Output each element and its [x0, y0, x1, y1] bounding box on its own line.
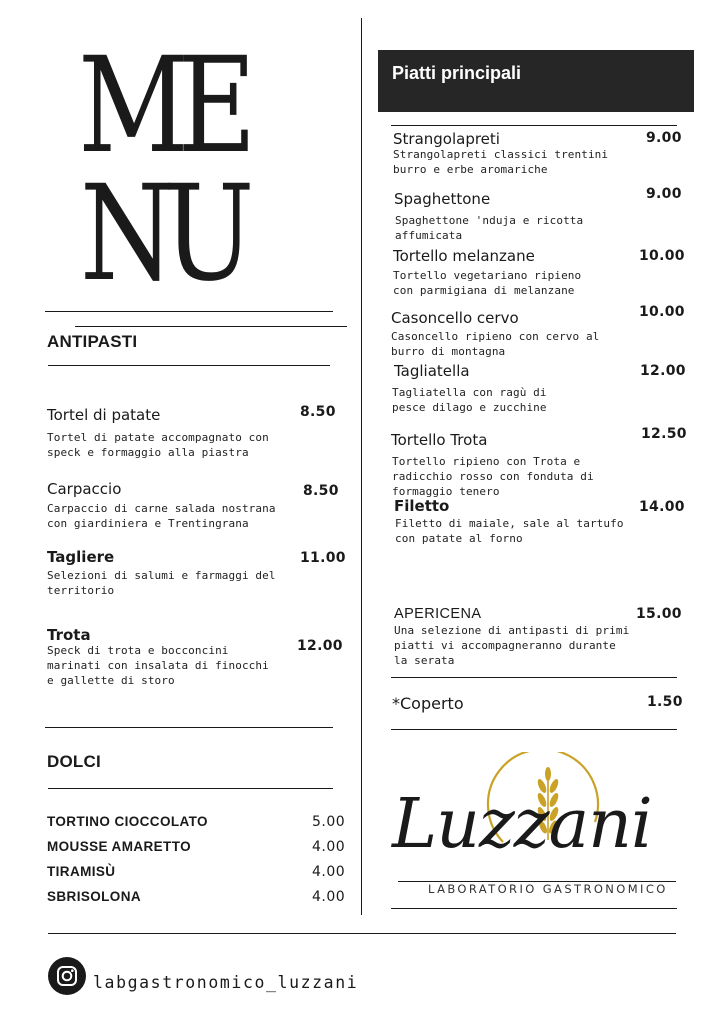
antipasto-name: Tagliere: [47, 548, 115, 566]
instagram-icon[interactable]: [48, 957, 86, 995]
divider: [48, 365, 330, 366]
dolci-title: DOLCI: [47, 752, 101, 771]
principale-price: 9.00: [646, 186, 682, 202]
antipasto-desc: Tortel di patate accompagnato con speck e formaggio alla piastra: [47, 431, 269, 459]
coperto-name: *Coperto: [392, 694, 464, 713]
footer-divider: [48, 933, 676, 934]
apericena-name: APERICENA: [394, 606, 482, 622]
principale-price: 10.00: [639, 304, 685, 320]
divider: [391, 908, 677, 909]
dolce-name: TIRAMISÙ: [47, 864, 116, 879]
principale-desc: Casoncello ripieno con cervo al burro di montagna: [391, 330, 600, 358]
menu-title-line2: NU: [80, 157, 243, 311]
principale-price: 9.00: [646, 130, 682, 146]
principale-name: Tortello melanzane: [393, 247, 535, 265]
principale-price: 14.00: [639, 499, 685, 515]
principale-name: Filetto: [394, 497, 450, 515]
antipasto-name: Tortel di patate: [47, 406, 161, 424]
antipasto-price: 8.50: [300, 404, 336, 420]
dolce-name: MOUSSE AMARETTO: [47, 839, 192, 854]
dolce-price: 4.00: [312, 839, 346, 855]
antipasto-price: 8.50: [303, 483, 339, 499]
principale-desc: Tagliatella con ragù di pesce dilago e zucchine: [392, 386, 547, 414]
principali-title-text: Piatti principali: [392, 63, 522, 83]
dolce-price: 5.00: [312, 814, 346, 830]
instagram-handle[interactable]: labgastronomico_luzzani: [93, 973, 359, 992]
principale-name: Tagliatella: [394, 362, 470, 380]
antipasto-name: Carpaccio: [47, 480, 122, 498]
logo-subtitle: LABORATORIO GASTRONOMICO: [428, 882, 668, 896]
menu-title-line1: ME: [78, 29, 245, 183]
principale-desc: Tortello ripieno con Trota e radicchio rosso con fonduta di formaggio tenero: [392, 455, 594, 498]
divider: [391, 677, 677, 678]
apericena-desc: Una selezione di antipasti di primi piatti vi accompagneranno durante la serata: [394, 624, 630, 667]
principale-name: Spaghettone: [394, 190, 491, 208]
antipasto-price: 11.00: [300, 550, 346, 566]
column-divider: [361, 18, 362, 915]
antipasto-desc: Selezioni di salumi e farmaggi del territorio: [47, 569, 276, 597]
principali-title: [378, 50, 694, 112]
logo-name: Luzzani: [392, 785, 652, 864]
antipasto-name: Trota: [47, 626, 91, 644]
principale-price: 10.00: [639, 248, 685, 264]
dolce-name: SBRISOLONA: [47, 889, 142, 904]
principale-desc: Strangolapreti classici trentini burro e erbe aromariche: [393, 148, 609, 176]
dolce-name: TORTINO CIOCCOLATO: [47, 814, 208, 829]
dolce-price: 4.00: [312, 864, 346, 880]
coperto-price: 1.50: [647, 694, 683, 710]
antipasti-title: ANTIPASTI: [47, 332, 138, 351]
divider: [45, 727, 333, 728]
principale-desc: Filetto di maiale, sale al tartufo con patate al forno: [395, 517, 624, 545]
principale-desc: Spaghettone 'nduja e ricotta affumicata: [395, 214, 584, 242]
principale-name: Tortello Trota: [391, 431, 488, 449]
principale-name: Casoncello cervo: [391, 309, 519, 327]
dolce-price: 4.00: [312, 889, 346, 905]
divider: [45, 311, 333, 312]
divider: [75, 326, 347, 327]
divider: [48, 788, 333, 789]
antipasto-price: 12.00: [297, 638, 343, 654]
principale-price: 12.50: [641, 426, 687, 442]
divider: [391, 125, 677, 126]
apericena-price: 15.00: [636, 606, 682, 622]
principale-name: Strangolapreti: [393, 130, 500, 148]
antipasto-desc: Speck di trota e bocconcini marinati con insalata di finocchi e gallette di storo: [47, 644, 269, 687]
principale-price: 12.00: [640, 363, 686, 379]
divider: [391, 729, 677, 730]
principale-desc: Tortello vegetariano ripieno con parmigiana di melanzane: [393, 269, 582, 297]
antipasto-desc: Carpaccio di carne salada nostrana con giardiniera e Trentingrana: [47, 502, 276, 530]
